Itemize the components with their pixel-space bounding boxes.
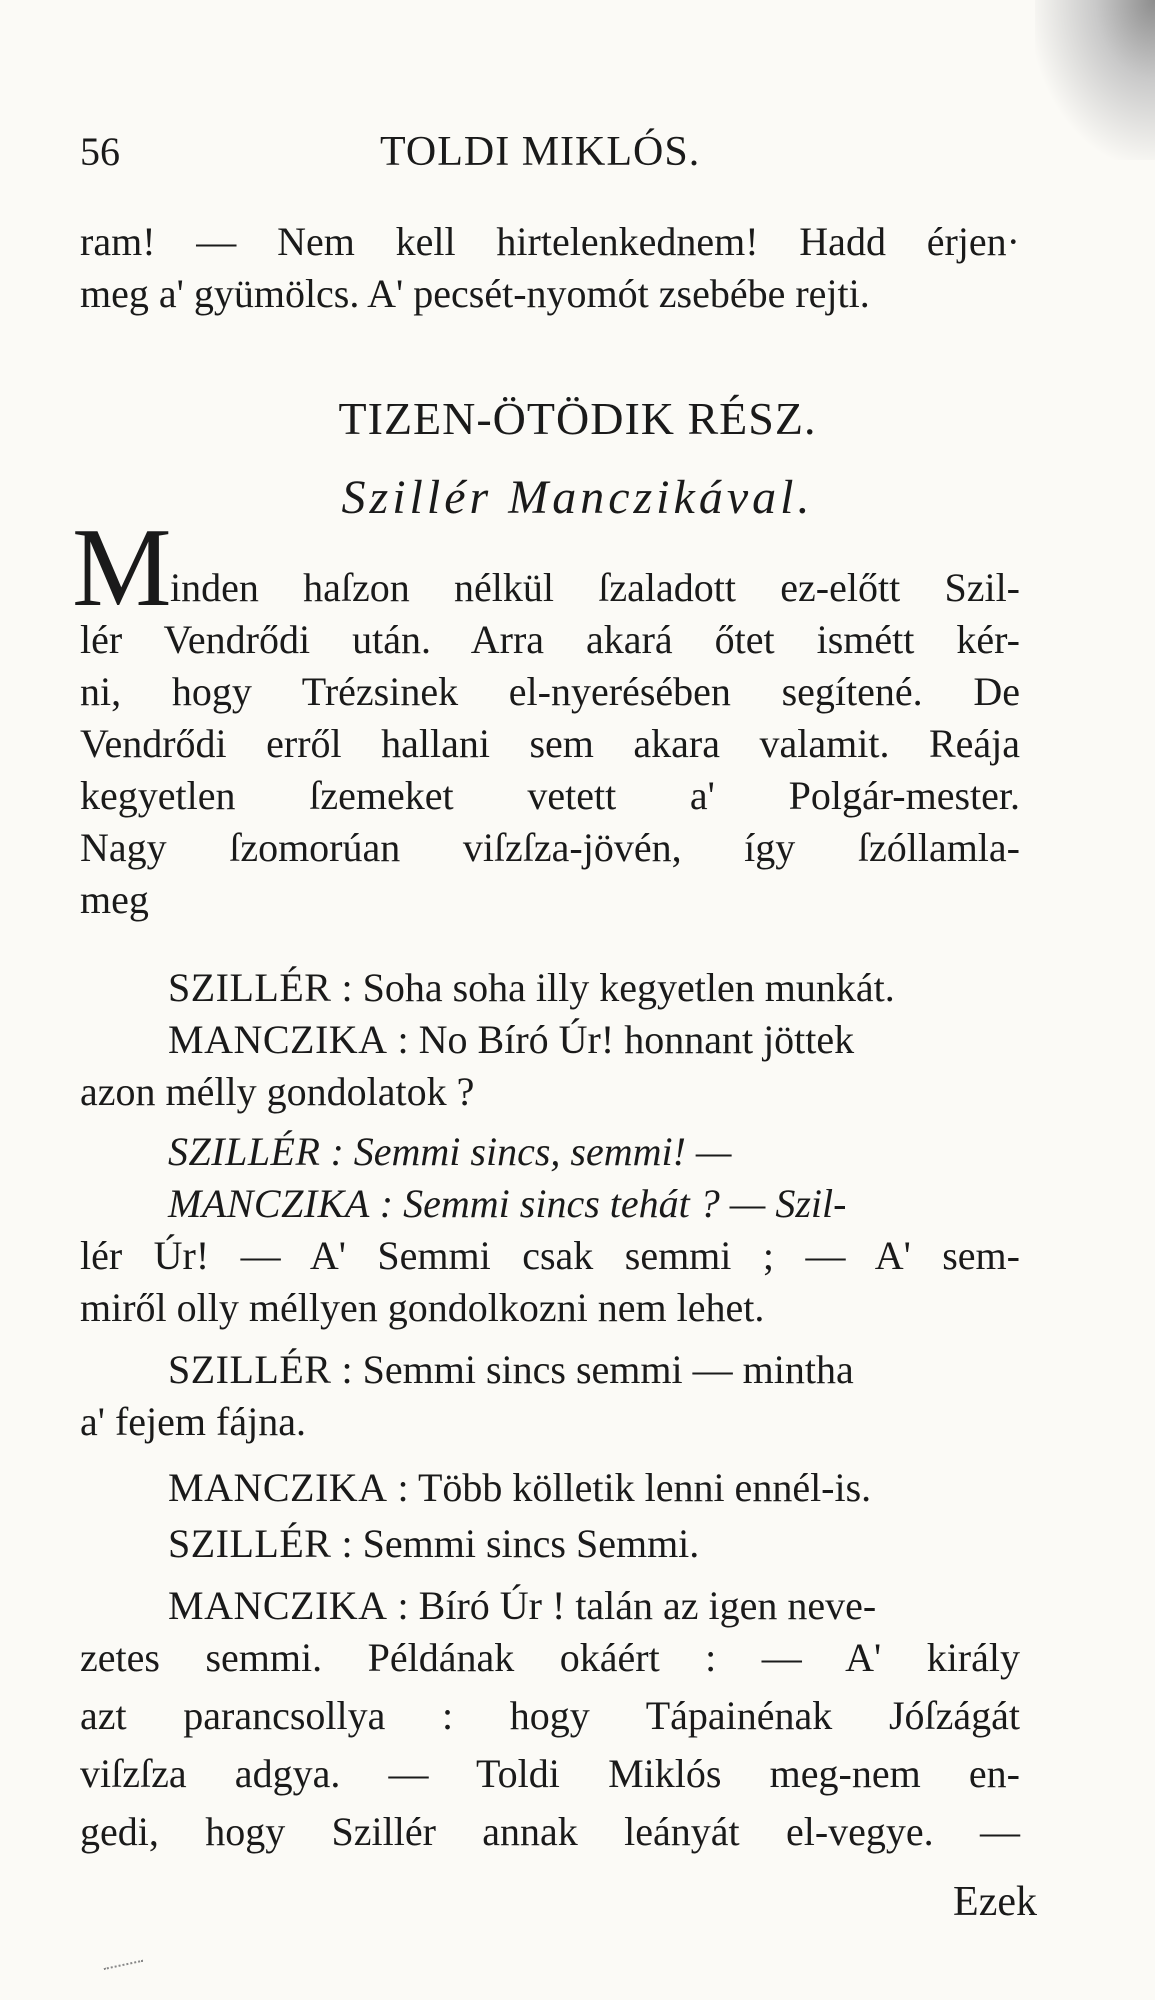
stage-direction: meg a' gyümölcs. A' pecsét-nyomót zsebébe rejti. — [80, 271, 870, 316]
dialogue-line: MANCZIKA : Bíró Úr ! talán az igen neve- — [168, 1583, 877, 1628]
text-line — [80, 268, 1020, 320]
dialogue-line: SZILLÉR : Semmi sincs semmi — mintha — [168, 1347, 854, 1392]
speaker-name: SZILLÉR — [168, 1521, 332, 1566]
text-line: azt parancsollya : hogy Tápainénak Jóſzágát — [80, 1693, 1020, 1738]
speaker-name: MANCZIKA — [168, 1583, 388, 1628]
dialogue-text: Soha soha illy kegyetlen munkát. — [362, 965, 895, 1010]
dialogue-text: Bíró Úr ! talán az igen neve- — [418, 1583, 877, 1628]
chapter-subtitle: Szillér Manczikával. — [341, 471, 814, 524]
text-line: lér Úr! — A' Semmi csak semmi ; — A' sem- — [80, 1233, 1020, 1278]
dialogue-line: SZILLÉR : Semmi sincs, semmi! — — [168, 1129, 732, 1174]
dialogue-text: Több kölletik lenni ennél-is. — [417, 1465, 872, 1510]
dialogue-text: Semmi sincs, semmi! — — [353, 1129, 732, 1174]
text-line: Vendrődi erről hallani sem akara valamit. Reája — [80, 721, 1020, 766]
page-number: 56 — [80, 129, 120, 174]
text-line: a' fejem fájna. — [80, 1399, 306, 1444]
text-line: inden haſzon nélkül ſzaladott ez-előtt Szil- — [170, 565, 1020, 610]
dialogue-line: SZILLÉR : Soha soha illy kegyetlen munkát. — [168, 965, 895, 1010]
speaker-name: SZILLÉR — [168, 1347, 332, 1392]
dialogue-line: MANCZIKA : Több kölletik lenni ennél-is. — [168, 1465, 872, 1510]
text-line: meg — [80, 877, 149, 922]
dialogue-text: No Bíró Úr! honnant jöttek — [418, 1017, 855, 1062]
catchword: Ezek — [953, 1879, 1037, 1925]
dialogue-text: Semmi sincs Semmi. — [362, 1521, 700, 1566]
running-title: TOLDI MIKLÓS. — [380, 129, 701, 175]
text-line: gedi, hogy Szillér annak leányát el-vegye. — — [80, 1809, 1020, 1854]
ink-mark — [101, 1946, 143, 1970]
dialogue-line: MANCZIKA : No Bíró Úr! honnant jöttek — [168, 1017, 855, 1062]
page-header — [80, 128, 980, 188]
chapter-title: TIZEN-ÖTÖDIK RÉSZ. — [338, 393, 817, 444]
speaker-name: SZILLÉR — [168, 965, 332, 1010]
text-line: zetes semmi. Példának okáért : — A' király — [80, 1635, 1020, 1680]
text-line: azon mélly gondolatok ? — [80, 1069, 475, 1114]
dialogue-line: SZILLÉR : Semmi sincs Semmi. — [168, 1521, 700, 1566]
speaker-name: MANCZIKA — [168, 1181, 370, 1226]
text-line: lér Vendrődi után. Arra akará őtet ismétt kér- — [80, 617, 1020, 662]
dialogue-line: MANCZIKA : Semmi sincs tehát ? — Szil- — [168, 1181, 847, 1226]
text-line: miről olly méllyen gondolkozni nem lehet. — [80, 1285, 765, 1330]
dialogue-text: Semmi sincs semmi — mintha — [362, 1347, 854, 1392]
text-line: viſzſza adgya. — Toldi Miklós meg-nem en- — [80, 1751, 1020, 1796]
text-line: ram! — Nem kell hirtelenkednem! Hadd érjen· — [80, 219, 1020, 264]
speaker-name: MANCZIKA — [168, 1017, 388, 1062]
page-corner-shadow — [1035, 0, 1155, 160]
speaker-name: MANCZIKA — [168, 1465, 388, 1510]
dialogue-text: Semmi sincs tehát ? — Szil- — [403, 1181, 847, 1226]
drop-cap: M — [72, 506, 172, 630]
text-line: kegyetlen ſzemeket vetett a' Polgár-mester. — [80, 773, 1020, 818]
text-line: ni, hogy Trézsinek el-nyerésében segítené. De — [80, 669, 1020, 714]
speaker-name: SZILLÉR — [168, 1129, 321, 1174]
text-line: Nagy ſzomorúan viſzſza-jövén, így ſzóllamla- — [80, 825, 1020, 870]
